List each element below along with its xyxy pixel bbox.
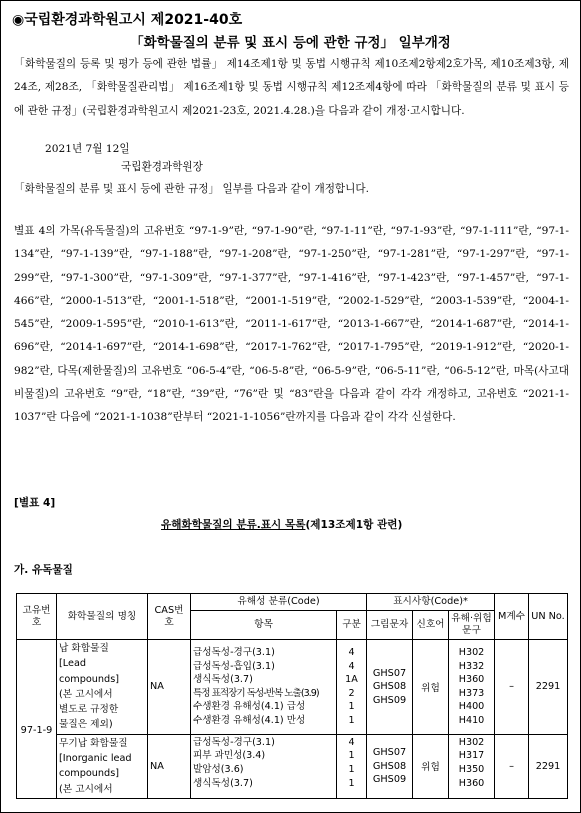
col-header-mfactor: M계수 bbox=[495, 594, 529, 640]
pictogram-code: GHS07 bbox=[372, 667, 407, 679]
row-cas: NA bbox=[148, 640, 191, 735]
row-name bbox=[57, 734, 148, 798]
annex-table-title bbox=[161, 517, 402, 532]
col-header-signal: 신호어 bbox=[413, 611, 449, 640]
hazard-item: 생식독성(3.7) bbox=[193, 674, 253, 686]
notice-subtitle: 「화학물질의 분류 및 표시 등에 관한 규정」 일부개정 bbox=[130, 35, 451, 51]
amendment-paragraph: 별표 4의 가목(유독물질)의 고유번호 “97-1-9”란, “97-1-90”란, “97-1-11”란, “97-1-93”란, “97-1-111”란, “97-1-134”란, “97-1-139”란, “97-1-188”란, “97-1-208”란, “97-1-250”란, “97-1-281”란, “97-1-297”란, “97-1-299”란, “97-1-300”란, “97-1-309”란, “97-1-377”란, “97-1-416”란, “97-1-423”란, “97-1-457”란, “97-1-466”란, “2000-1-513”란, “2001-1-518”란, “2001-1-519”란, “2002-1-529”란, “2003-1-539”란, “2004-1-545”란, “2009-1-595”란, “2010-1-613”란, “2011-1-617”란, “2013-1-667”란, “2014-1-687”란, “2014-1-696”란, “2014-1-697”란, “2014-1-698”란, “2017-1-762”란, “2017-1-795”란, “2019-1-912”란, “2020-1-982”란, 다목(제한물질)의 고유번호 “06-5-4”란, “06-5-8”란, “06-5-9”란, “06-5-11”란, “06-5-12”란, 마목(사고대비물질)의 고유번호 “9”란, “18”란, “39”란, “76”란 및 “83”란을 다음과 같이 각각 개정하고, 고유번호 “2021-1-1037”란 다음에 “2021-1-1038”란부터 “2021-1-1056”란까지를 다음과 같이 각각 신설한다. bbox=[14, 225, 569, 424]
row-hazards bbox=[191, 640, 337, 735]
notice-date: 2021년 7월 12일 bbox=[45, 143, 130, 155]
row-categories bbox=[337, 640, 367, 735]
hazard-item: 급성독성-경구(3.1) bbox=[193, 736, 275, 748]
hazard-item: 수생환경 유해성(4.1) 급성 bbox=[193, 701, 306, 713]
row-un: 2291 bbox=[529, 640, 568, 735]
hazard-item: 급성독성-흡입(3.1) bbox=[193, 660, 275, 672]
statement-code: H410 bbox=[458, 715, 485, 727]
statement-code: H302 bbox=[458, 736, 485, 748]
row-pictograms bbox=[367, 640, 413, 735]
category-value: 1 bbox=[348, 763, 355, 775]
annex-label: [별표 4] bbox=[14, 497, 56, 509]
pictogram-code: GHS09 bbox=[372, 694, 407, 706]
col-header-un: UN No. bbox=[529, 594, 568, 640]
row-hazards bbox=[191, 734, 337, 798]
name-line: 납 화합물질 bbox=[59, 643, 109, 654]
category-value: 1 bbox=[348, 715, 355, 727]
row-statements bbox=[449, 734, 495, 798]
section-heading: 가. 유독물질 bbox=[14, 564, 73, 576]
col-header-label-group: 표시사항(Code)* bbox=[367, 594, 495, 611]
row-un: 2291 bbox=[529, 734, 568, 798]
row-pictograms bbox=[367, 734, 413, 798]
amendment-statement: 「화학물질의 분류 및 표시 등에 관한 규정」 일부를 다음과 같이 개정합니다. bbox=[14, 183, 369, 195]
statement-code: H360 bbox=[458, 777, 485, 789]
category-value: 2 bbox=[348, 687, 355, 699]
pictogram-code: GHS09 bbox=[372, 774, 407, 786]
hazard-item: 특정 표적장기 독성-반복 노출(3.9) bbox=[193, 687, 319, 699]
hazard-item: 생식독성(3.7) bbox=[193, 777, 253, 789]
name-line: [Lead bbox=[59, 658, 87, 670]
table-row bbox=[17, 640, 568, 735]
notice-signer: 국립환경과학원장 bbox=[121, 161, 203, 173]
statement-code: H373 bbox=[458, 687, 485, 699]
col-header-statement: 유해·위험문구 bbox=[449, 611, 495, 640]
annex-table-title-text: 유해화학물질의 분류.표시 목록 bbox=[161, 519, 306, 531]
pictogram-code: GHS07 bbox=[372, 747, 407, 759]
name-line: (본 고시에서 bbox=[59, 688, 113, 700]
toxic-substances-table bbox=[16, 593, 568, 799]
col-header-item: 항목 bbox=[191, 611, 337, 640]
category-value: 4 bbox=[348, 647, 355, 659]
name-line: 물질은 제외) bbox=[59, 719, 113, 731]
pictogram-code: GHS08 bbox=[372, 760, 407, 772]
hazard-item: 급성독성-경구(3.1) bbox=[193, 647, 275, 659]
table-row bbox=[17, 734, 568, 798]
col-header-hazard-group: 유해성 분류(Code) bbox=[191, 594, 367, 611]
col-header-category: 구분 bbox=[337, 611, 367, 640]
row-categories bbox=[337, 734, 367, 798]
statement-code: H302 bbox=[458, 647, 485, 659]
name-line: [Inorganic lead bbox=[59, 753, 132, 765]
name-line: 별도로 규정한 bbox=[59, 704, 119, 716]
row-id: 97-1-9 bbox=[17, 640, 57, 799]
row-mfactor: – bbox=[495, 640, 529, 735]
col-header-cas: CAS번호 bbox=[148, 594, 191, 640]
hazard-item: 발암성(3.6) bbox=[193, 763, 244, 775]
col-header-pictogram: 그림문자 bbox=[367, 611, 413, 640]
statement-code: H350 bbox=[458, 763, 485, 775]
statement-code: H400 bbox=[458, 701, 485, 713]
statement-code: H360 bbox=[458, 674, 485, 686]
row-cas: NA bbox=[148, 734, 191, 798]
category-value: 1 bbox=[348, 750, 355, 762]
name-line: 무기납 화합물질 bbox=[59, 737, 128, 749]
row-statements bbox=[449, 640, 495, 735]
intro-paragraph: 「화학물질의 등록 및 평가 등에 관한 법률」 제14조제1항 및 동법 시행규칙 제10조제2항제2호가목, 제10조제3항, 제24조, 제28조, 「화학물질관리법」 제16조제1항 및 동법 시행규칙 제12조제4항에 따라 「화학물질의 분류 및 표시 등에 관한 규정」(국립환경과학원고시 제2021-23호, 2021.4.28.)을 다음과 같이 개정·고시합니다. bbox=[14, 58, 569, 117]
category-value: 4 bbox=[348, 660, 355, 672]
category-value: 1A bbox=[345, 674, 358, 686]
category-value: 1 bbox=[348, 701, 355, 713]
row-mfactor: – bbox=[495, 734, 529, 798]
row-name bbox=[57, 640, 148, 735]
name-line: (본 고시에서 bbox=[59, 783, 113, 795]
category-value: 4 bbox=[348, 736, 355, 748]
notice-title: ◉국립환경과학원고시 제2021-40호 bbox=[12, 12, 243, 28]
hazard-item: 수생환경 유해성(4.1) 만성 bbox=[193, 715, 306, 727]
row-signal: 위험 bbox=[413, 640, 449, 735]
name-line: compounds] bbox=[59, 673, 120, 685]
category-value: 1 bbox=[348, 777, 355, 789]
statement-code: H332 bbox=[458, 660, 485, 672]
col-header-name: 화학물질의 명칭 bbox=[57, 594, 148, 640]
pictogram-code: GHS08 bbox=[372, 681, 407, 693]
name-line: compounds] bbox=[59, 768, 120, 780]
annex-table-ref: (제13조제1항 관련) bbox=[305, 519, 403, 531]
statement-code: H317 bbox=[458, 750, 485, 762]
hazard-item: 피부 과민성(3.4) bbox=[193, 750, 266, 762]
col-header-id: 고유번호 bbox=[17, 594, 57, 640]
row-signal: 위험 bbox=[413, 734, 449, 798]
